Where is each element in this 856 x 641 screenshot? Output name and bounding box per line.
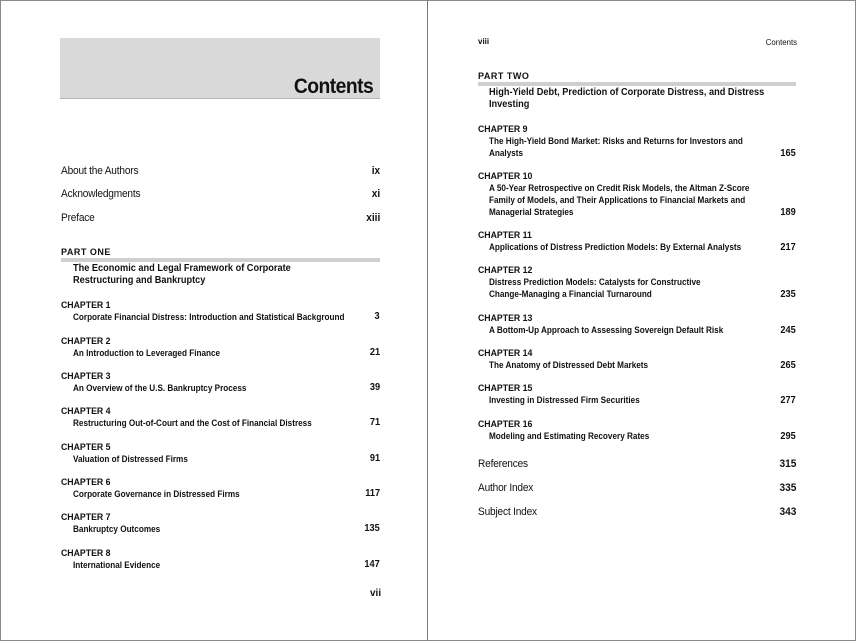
toc-entry-label: References: [478, 458, 528, 470]
chapter-title-line: Managerial Strategies: [489, 207, 574, 218]
toc-chapter-4[interactable]: [61, 406, 380, 434]
toc-chapter-5[interactable]: [61, 442, 380, 470]
toc-entry-page: 315: [779, 458, 796, 470]
chapter-title: Valuation of Distressed Firms: [73, 454, 188, 465]
chapter-title-line: Investing in Distressed Firm Securities: [489, 395, 640, 406]
toc-chapter-1[interactable]: [61, 300, 380, 328]
part-two-label: [478, 71, 796, 86]
toc-entry-page: ix: [371, 165, 380, 177]
running-head-title: Contents: [765, 37, 797, 47]
toc-chapter-10[interactable]: [478, 171, 796, 218]
chapter-title: An Overview of the U.S. Bankruptcy Process: [73, 383, 247, 394]
chapter-page: 295: [780, 431, 796, 442]
chapter-title: Restructuring Out-of-Court and the Cost of Financial Distress: [73, 418, 312, 429]
toc-chapter-15[interactable]: [478, 383, 796, 406]
right-page: [428, 0, 856, 641]
chapter-title: [489, 360, 648, 372]
toc-entry-subject-index[interactable]: [478, 506, 796, 520]
title-banner: [60, 38, 380, 99]
chapter-page: 165: [780, 148, 796, 159]
chapter-title: [489, 242, 741, 254]
chapter-label: CHAPTER 6: [61, 477, 111, 488]
toc-entry-about-authors[interactable]: [61, 165, 380, 179]
chapter-title-line: Distress Prediction Models: Catalysts for Constructive: [489, 277, 701, 288]
part-title-line: The Economic and Legal Framework of Corporate: [73, 263, 291, 274]
chapter-title: Corporate Governance in Distressed Firms: [73, 489, 240, 500]
chapter-title: [489, 183, 749, 219]
page-title: Contents: [293, 75, 373, 98]
chapter-page: 39: [369, 382, 380, 393]
chapter-page: 265: [780, 360, 796, 371]
chapter-label: CHAPTER 1: [61, 300, 111, 311]
part-two-title: [489, 87, 764, 111]
chapter-title-line: Applications of Distress Prediction Models: By External Analysts: [489, 242, 742, 253]
chapter-label: CHAPTER 3: [61, 371, 111, 382]
chapter-label: CHAPTER 11: [478, 230, 532, 241]
chapter-label: CHAPTER 15: [478, 383, 533, 394]
chapter-label: CHAPTER 12: [478, 265, 533, 276]
chapter-title: Bankruptcy Outcomes: [73, 524, 161, 535]
chapter-label: CHAPTER 9: [478, 124, 528, 135]
chapter-page: 91: [369, 453, 380, 464]
toc-entry-page: 343: [779, 506, 796, 518]
chapter-title: Corporate Financial Distress: Introduction and Statistical Background: [73, 312, 345, 323]
toc-chapter-13[interactable]: [478, 313, 796, 336]
toc-entry-preface[interactable]: [61, 212, 380, 226]
toc-entry-references[interactable]: [478, 458, 796, 472]
chapter-label: CHAPTER 4: [61, 406, 111, 417]
toc-chapter-11[interactable]: [478, 230, 796, 253]
chapter-label: CHAPTER 16: [478, 419, 533, 430]
chapter-title: [489, 395, 640, 407]
chapter-page: 117: [365, 488, 380, 499]
part-title-line: Investing: [489, 99, 530, 110]
chapter-page: 277: [780, 395, 796, 406]
chapter-title-line: Change-Managing a Financial Turnaround: [489, 289, 652, 300]
chapter-title-line: Modeling and Estimating Recovery Rates: [489, 431, 650, 442]
toc-chapter-14[interactable]: [478, 348, 796, 371]
chapter-title: An Introduction to Leveraged Finance: [73, 348, 221, 359]
chapter-label: CHAPTER 14: [478, 348, 533, 359]
chapter-title: [489, 431, 649, 443]
chapter-title-line: Analysts: [489, 148, 524, 159]
part-label-text: PART TWO: [478, 71, 530, 81]
chapter-page: 3: [374, 311, 380, 322]
toc-chapter-12[interactable]: [478, 265, 796, 300]
part-one-label: [61, 247, 380, 262]
chapter-title: International Evidence: [73, 560, 161, 571]
chapter-title-line: Family of Models, and Their Applications to Financial Markets and: [489, 195, 746, 206]
chapter-page: 235: [780, 289, 796, 300]
toc-chapter-8[interactable]: [61, 548, 380, 576]
toc-chapter-7[interactable]: [61, 512, 380, 540]
toc-chapter-3[interactable]: [61, 371, 380, 399]
toc-entry-label: Acknowledgments: [61, 188, 141, 200]
chapter-page: 189: [780, 207, 796, 218]
left-page: [0, 0, 427, 641]
chapter-page: 71: [369, 417, 380, 428]
part-one-title: [73, 263, 291, 287]
chapter-title-line: The Anatomy of Distressed Debt Markets: [489, 360, 649, 371]
part-title-line: High-Yield Debt, Prediction of Corporate Distress, and Distress: [489, 87, 765, 98]
toc-entry-author-index[interactable]: [478, 482, 796, 496]
toc-entry-page: 335: [779, 482, 796, 494]
chapter-label: CHAPTER 5: [61, 442, 111, 453]
chapter-label: CHAPTER 8: [61, 548, 111, 559]
chapter-label: CHAPTER 7: [61, 512, 111, 523]
chapter-page: 135: [364, 523, 380, 534]
toc-entry-label: Subject Index: [478, 506, 537, 518]
toc-entry-page: xiii: [365, 212, 380, 224]
chapter-page: 21: [369, 347, 380, 358]
toc-chapter-6[interactable]: [61, 477, 380, 505]
chapter-title-line: A 50-Year Retrospective on Credit Risk Models, the Altman Z-Score: [489, 183, 750, 194]
chapter-title: [489, 325, 723, 337]
chapter-title: [489, 277, 701, 301]
chapter-label: CHAPTER 2: [61, 336, 111, 347]
chapter-title-line: The High-Yield Bond Market: Risks and Returns for Investors and: [489, 136, 743, 147]
running-head-number: viii: [478, 37, 490, 46]
chapter-label: CHAPTER 10: [478, 171, 533, 182]
chapter-title: [489, 136, 743, 160]
chapter-page: 147: [364, 559, 380, 570]
page-folio: vii: [370, 588, 382, 599]
chapter-page: 217: [780, 242, 796, 253]
toc-entry-acknowledgments[interactable]: [61, 188, 380, 202]
toc-entry-page: xi: [371, 188, 380, 200]
part-title-line: Restructuring and Bankruptcy: [73, 275, 206, 286]
toc-chapter-16[interactable]: [478, 419, 796, 442]
toc-entry-label: Author Index: [478, 482, 534, 494]
part-label-text: PART ONE: [61, 247, 111, 257]
toc-entry-label: Preface: [61, 212, 95, 224]
toc-entry-label: About the Authors: [61, 165, 139, 177]
chapter-title-line: A Bottom-Up Approach to Assessing Sovereign Default Risk: [489, 325, 724, 336]
chapter-label: CHAPTER 13: [478, 313, 533, 324]
toc-chapter-9[interactable]: [478, 124, 796, 159]
toc-chapter-2[interactable]: [61, 336, 380, 364]
chapter-page: 245: [780, 325, 796, 336]
